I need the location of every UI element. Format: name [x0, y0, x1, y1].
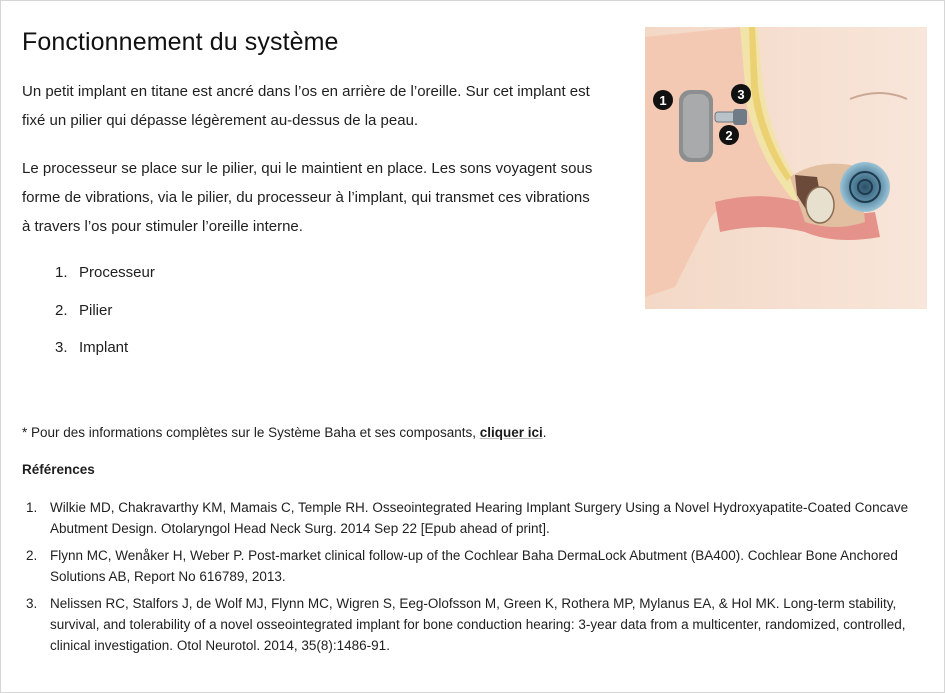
marker-3-label: 3 [737, 87, 745, 102]
list-item [55, 334, 155, 372]
list-item-label: Pilier [79, 301, 113, 319]
intro-paragraph: Un petit implant en titane est ancré dans l’os en arrière de l’oreille. Sur cet implant est fixé un pilier qui dépasse légèrement au-dessus de la peau. [22, 83, 590, 129]
page-title: Fonctionnement du système [22, 28, 339, 56]
list-item-label: Implant [79, 339, 129, 356]
reference-number: 3. [26, 596, 38, 611]
component-list [55, 259, 155, 372]
abutment [715, 112, 735, 122]
references-list [22, 497, 922, 662]
list-item [55, 297, 155, 335]
list-item-number: 2. [55, 301, 68, 319]
list-item-number: 3. [55, 339, 68, 356]
list-item-label: Processeur [79, 264, 155, 281]
cochlea-shell [806, 187, 834, 223]
more-info-link[interactable]: cliquer ici [479, 425, 543, 440]
reference-item [22, 593, 922, 656]
reference-text: Wilkie MD, Chakravarthy KM, Mamais C, Temple RH. Osseointegrated Hearing Implant Surgery Using a Novel Hydroxyapatite-Coated Concave Abutment Design. Otolaryngol Head Neck Surg. 2014 Sep 22 [Epub ahead of print]. [50, 500, 909, 536]
reference-item [22, 497, 922, 539]
list-item-number: 1. [55, 264, 68, 281]
reference-number: 1. [26, 500, 38, 515]
info-note-suffix: . [542, 425, 547, 440]
marker-1-label: 1 [659, 93, 667, 108]
reference-text: Flynn MC, Wenåker H, Weber P. Post-market clinical follow-up of the Cochlear Baha DermaLock Abutment (BA400). Cochlear Bone Anchored Solutions AB, Report No 616789, 2013. [50, 548, 898, 584]
marker-2-label: 2 [725, 128, 733, 143]
ear-implant-illustration [645, 27, 927, 309]
references-heading: Références [22, 462, 95, 477]
sound-processor-face [683, 94, 709, 158]
reference-text: Nelissen RC, Stalfors J, de Wolf MJ, Flynn MC, Wigren S, Eeg-Olofsson M, Green K, Rothera MP, Mylanus EA, & Hol MK. Long-term stability, survival, and tolerability of a novel osseointegrated implant for bone conduction hearing: 3-year data from a multicenter, randomized, controlled, clinical investigation. Otol Neurotol. 2014, 35(8):1486-91. [50, 596, 906, 653]
reference-number: 2. [26, 548, 38, 563]
info-note [22, 425, 547, 440]
info-note-text: * Pour des informations complètes sur le Système Baha et ses composants, [22, 425, 480, 440]
reference-item [22, 545, 922, 587]
cochlea [840, 162, 890, 212]
list-item [55, 259, 155, 297]
processor-paragraph: Le processeur se place sur le pilier, qui le maintient en place. Les sons voyagent sous forme de vibrations, via le pilier, du processeur à l’implant, qui transmet ces vibrations à travers l’os pour stimuler l’oreille interne. [22, 160, 593, 235]
titanium-implant [733, 109, 747, 125]
